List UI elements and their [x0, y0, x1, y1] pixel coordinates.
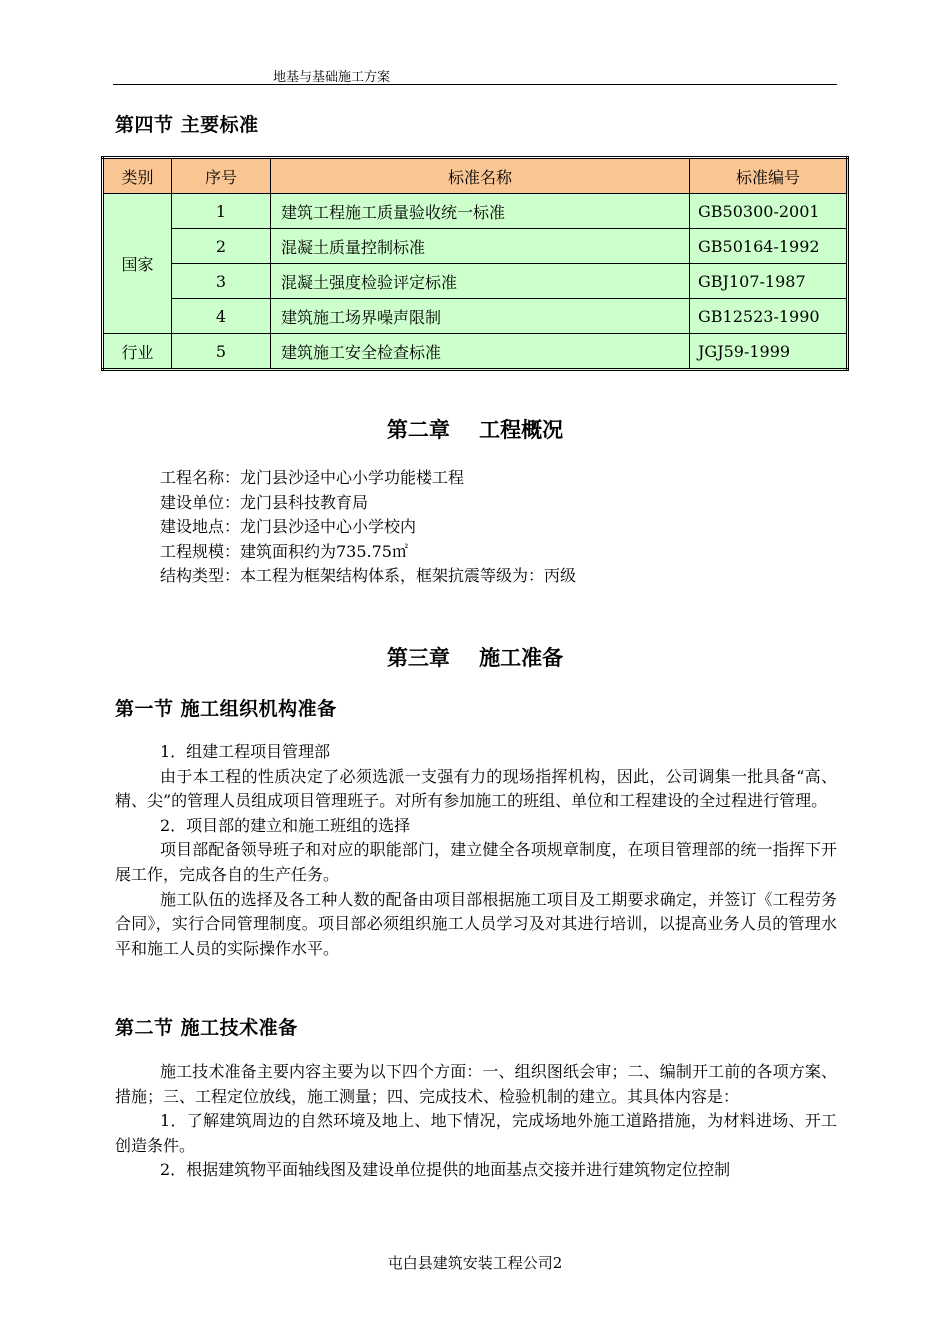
number-cell: 4	[172, 299, 271, 334]
page-header	[113, 64, 837, 85]
paragraph: 2．项目部的建立和施工班组的选择	[160, 815, 411, 835]
header-title: 地基与基础施工方案	[273, 70, 391, 85]
number-cell: 2	[172, 229, 271, 264]
standard-code-cell: GB12523-1990	[690, 299, 848, 334]
standard-name-cell: 建筑工程施工质量验收统一标准	[271, 194, 690, 229]
standard-name-cell: 混凝土强度检验评定标准	[271, 264, 690, 299]
paragraph: 1．组建工程项目管理部	[160, 742, 331, 761]
number-cell: 1	[172, 194, 271, 229]
chapter-title-preparation: 第三章 施工准备	[386, 646, 564, 670]
standard-code-cell: GB50164-1992	[690, 229, 848, 264]
standards-table	[101, 156, 849, 371]
number-cell: 3	[172, 264, 271, 299]
standard-code-cell: GBJ107-1987	[690, 264, 848, 299]
header-category: 类别	[103, 158, 172, 194]
standard-name-cell: 建筑施工安全检查标准	[271, 334, 690, 370]
category-cell: 国家	[103, 194, 172, 334]
section-title-main-standards: 第四节 主要标准	[115, 114, 259, 136]
category-cell: 行业	[103, 334, 172, 370]
paragraph: 项目部配备领导班子和对应的职能部门，建立健全各项规章制度，在项目管理部的统一指挥下开展工作，完成各自的生产任务。	[115, 840, 837, 884]
header-number: 序号	[172, 158, 271, 194]
table-row	[103, 229, 848, 264]
paragraph: 施工队伍的选择及各工种人数的配备由项目部根据施工项目及工期要求确定，并签订《工程劳务合同》，实行合同管理制度。项目部必须组织施工人员学习及对其进行培训，以提高业务人员的管理水平和施工人员的实际操作水平。	[115, 889, 837, 958]
table-row	[103, 194, 848, 229]
header-standard-name: 标准名称	[271, 158, 690, 194]
section-title-organization: 第一节 施工组织机构准备	[115, 698, 337, 720]
paragraph: 由于本工程的性质决定了必须选派一支强有力的现场指挥机构，因此，公司调集一批具备“高、精、尖”的管理人员组成项目管理班子。对所有参加施工的班组、单位和工程建设的全过程进行管理。	[115, 766, 837, 811]
project-info-list	[160, 466, 576, 589]
info-line-project-name: 工程名称：龙门县沙迳中心小学功能楼工程	[160, 468, 465, 487]
organization-body	[115, 740, 837, 961]
number-cell: 5	[172, 334, 271, 370]
table-header-row	[103, 158, 848, 194]
info-line-location: 建设地点：龙门县沙迳中心小学校内	[160, 517, 417, 537]
standard-name-cell: 混凝土质量控制标准	[271, 229, 690, 264]
standard-name-cell: 建筑施工场界噪声限制	[271, 299, 690, 334]
standard-code-cell: GB50300-2001	[690, 194, 848, 229]
paragraph: 1．了解建筑周边的自然环境及地上、地下情况，完成场地外施工道路措施，为材料进场、开工创造条件。	[115, 1111, 837, 1155]
header-standard-code: 标准编号	[690, 158, 848, 194]
standard-code-cell: JGJ59-1999	[690, 334, 848, 370]
paragraph: 施工技术准备主要内容主要为以下四个方面：一、组织图纸会审；二、编制开工前的各项方案、措施；三、工程定位放线，施工测量；四、完成技术、检验机制的建立。其具体内容是：	[115, 1062, 837, 1106]
info-line-client: 建设单位：龙门县科技教育局	[160, 492, 369, 512]
info-line-structure: 结构类型：本工程为框架结构体系，框架抗震等级为：丙级	[160, 566, 577, 586]
table-row	[103, 264, 848, 299]
technical-body	[115, 1060, 837, 1183]
table-row	[103, 334, 848, 370]
table-row	[103, 299, 848, 334]
page-footer: 屯白县建筑安装工程公司2	[387, 1254, 563, 1272]
section-title-technical: 第二节 施工技术准备	[115, 1017, 298, 1039]
chapter-title-project-overview: 第二章 工程概况	[386, 418, 564, 442]
info-line-scale: 工程规模：建筑面积约为735.75㎡	[160, 541, 408, 561]
paragraph: 2．根据建筑物平面轴线图及建设单位提供的地面基点交接并进行建筑物定位控制	[160, 1160, 731, 1180]
